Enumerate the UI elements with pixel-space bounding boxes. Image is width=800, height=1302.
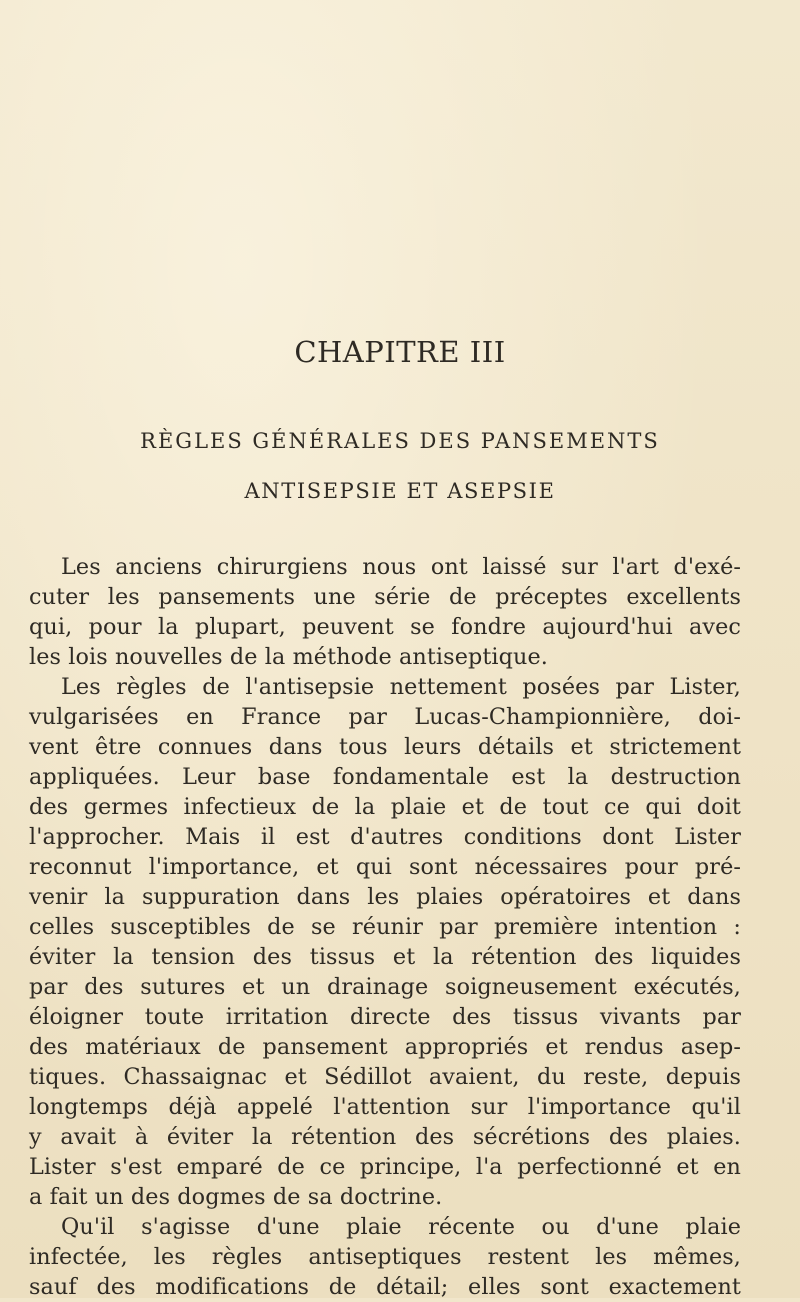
text-line: sauf des modifications de détail; elles sont exactement bbox=[29, 1274, 741, 1300]
text-line: Les anciens chirurgiens nous ont laissé sur l'art d'exé- bbox=[61, 554, 741, 580]
text-line: des germes infectieux de la plaie et de tout ce qui doit bbox=[29, 794, 741, 820]
text-line: appliquées. Leur base fondamentale est la destruction bbox=[29, 764, 741, 790]
body-text bbox=[29, 552, 741, 1302]
text-line: infectée, les règles antiseptiques restent les mêmes, bbox=[29, 1244, 741, 1270]
text-line: tiques. Chassaignac et Sédillot avaient, du reste, depuis bbox=[29, 1064, 741, 1090]
chapter-title: CHAPITRE III bbox=[294, 335, 506, 369]
text-line: les lois nouvelles de la méthode antiseptique. bbox=[29, 644, 548, 670]
text-line: Lister s'est emparé de ce principe, l'a perfectionné et en bbox=[29, 1154, 741, 1180]
text-line: venir la suppuration dans les plaies opératoires et dans bbox=[29, 884, 741, 910]
text-line: vent être connues dans tous leurs détails et strictement bbox=[29, 734, 741, 760]
text-line: par des sutures et un drainage soigneusement exécutés, bbox=[29, 974, 741, 1000]
text-line: Qu'il s'agisse d'une plaie récente ou d'une plaie bbox=[61, 1214, 741, 1240]
text-line: éloigner toute irritation directe des tissus vivants par bbox=[29, 1004, 741, 1030]
text-line: vulgarisées en France par Lucas-Championnière, doi- bbox=[29, 704, 741, 730]
text-line: reconnut l'importance, et qui sont nécessaires pour pré- bbox=[29, 854, 741, 880]
section-subtitle-line-1: RÈGLES GÉNÉRALES DES PANSEMENTS bbox=[140, 429, 660, 453]
text-line: celles susceptibles de se réunir par première intention : bbox=[29, 914, 741, 940]
text-line: cuter les pansements une série de préceptes excellents bbox=[29, 584, 741, 610]
text-line: longtemps déjà appelé l'attention sur l'importance qu'il bbox=[29, 1094, 741, 1120]
text-line: l'approcher. Mais il est d'autres conditions dont Lister bbox=[29, 824, 741, 850]
section-subtitle-line-2: ANTISEPSIE ET ASEPSIE bbox=[244, 479, 556, 503]
text-line: qui, pour la plupart, peuvent se fondre aujourd'hui avec bbox=[29, 614, 741, 640]
text-line: éviter la tension des tissus et la rétention des liquides bbox=[29, 944, 741, 970]
text-line: des matériaux de pansement appropriés et rendus asep- bbox=[29, 1034, 741, 1060]
text-line: a fait un des dogmes de sa doctrine. bbox=[29, 1184, 443, 1210]
text-line: y avait à éviter la rétention des sécrétions des plaies. bbox=[29, 1124, 741, 1150]
text-line: Les règles de l'antisepsie nettement posées par Lister, bbox=[61, 674, 741, 700]
